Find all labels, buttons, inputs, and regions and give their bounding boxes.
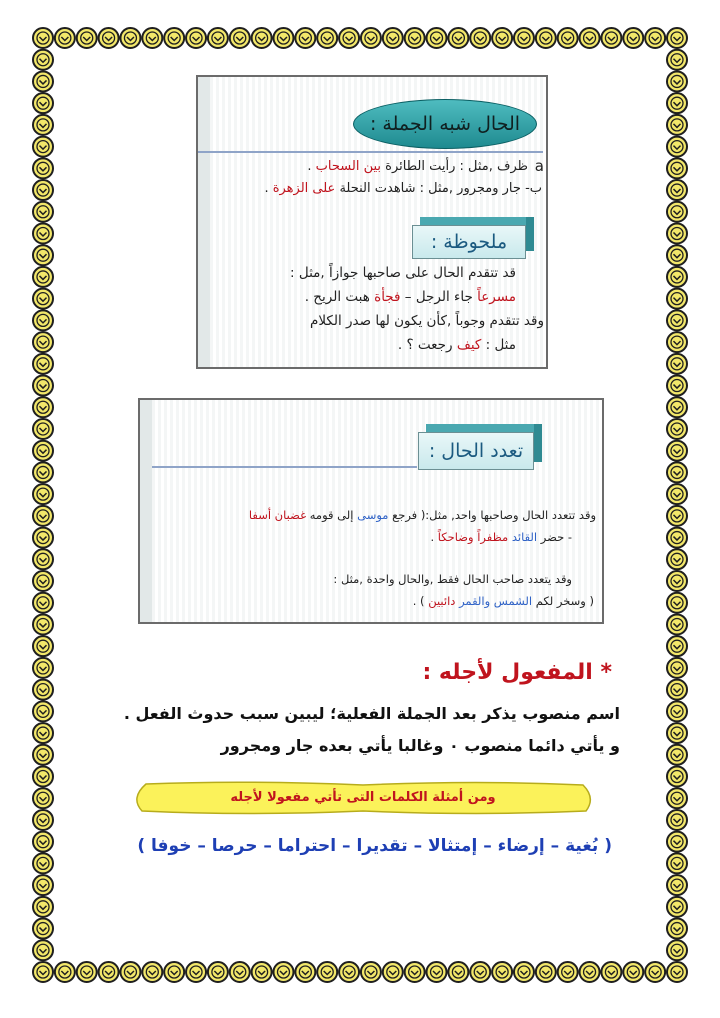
border-ring-icon bbox=[536, 962, 556, 982]
border-ring-icon bbox=[667, 28, 687, 48]
card-side-strip bbox=[140, 400, 152, 622]
card2-line2-end: . bbox=[430, 530, 438, 544]
border-ring-icon bbox=[667, 549, 687, 569]
border-ring-icon bbox=[667, 484, 687, 504]
border-ring-icon bbox=[448, 962, 468, 982]
border-ring-icon bbox=[33, 940, 53, 960]
border-ring-icon bbox=[667, 397, 687, 417]
border-ring-icon bbox=[33, 441, 53, 461]
border-ring-icon bbox=[667, 180, 687, 200]
border-ring-icon bbox=[77, 28, 97, 48]
border-ring-icon bbox=[667, 71, 687, 91]
border-ring-icon bbox=[667, 745, 687, 765]
border-ring-icon bbox=[33, 202, 53, 222]
note-line2-end: هبت الريح . bbox=[304, 289, 375, 305]
border-ring-icon bbox=[33, 680, 53, 700]
border-ring-icon bbox=[667, 571, 687, 591]
examples-banner-label: ومن أمثلة الكلمات التى تأتي مفعولا لأجله bbox=[230, 790, 496, 805]
border-ring-icon bbox=[33, 332, 53, 352]
border-ring-icon bbox=[317, 962, 337, 982]
border-ring-icon bbox=[33, 832, 53, 852]
border-ring-icon bbox=[55, 962, 75, 982]
border-ring-icon bbox=[601, 962, 621, 982]
note-cube bbox=[412, 217, 534, 259]
border-ring-icon bbox=[492, 28, 512, 48]
card1-line2-red: على الزهرة bbox=[272, 181, 336, 196]
border-ring-icon bbox=[667, 723, 687, 743]
border-ring-icon bbox=[208, 28, 228, 48]
border-ring-icon bbox=[536, 28, 556, 48]
border-ring-icon bbox=[33, 180, 53, 200]
border-ring-icon bbox=[33, 853, 53, 873]
border-ring-icon bbox=[448, 28, 468, 48]
card1-line2 bbox=[264, 181, 542, 196]
note-line4 bbox=[398, 337, 516, 353]
examples-list: ( بُغية – إرضاء – إمتثالا – تقديرا – احتراما – حرصا – خوفا ) bbox=[137, 836, 612, 856]
border-ring-icon bbox=[295, 28, 315, 48]
border-ring-icon bbox=[33, 71, 53, 91]
border-ring-icon bbox=[33, 158, 53, 178]
border-ring-icon bbox=[470, 28, 490, 48]
card-taaddud-al-hal bbox=[138, 398, 604, 624]
border-ring-icon bbox=[667, 832, 687, 852]
card2-line4-text: ( وسخر لكم bbox=[532, 594, 594, 608]
card2-line1-mid: إلى قومه bbox=[306, 508, 358, 522]
border-ring-icon bbox=[405, 28, 425, 48]
card2-divider bbox=[152, 466, 417, 468]
card2-line2-blue: القائد bbox=[511, 530, 538, 544]
border-ring-icon bbox=[33, 745, 53, 765]
border-ring-icon bbox=[33, 484, 53, 504]
border-ring-icon bbox=[667, 137, 687, 157]
border-ring-icon bbox=[667, 528, 687, 548]
border-ring-icon bbox=[33, 137, 53, 157]
border-ring-icon bbox=[492, 962, 512, 982]
cube-top bbox=[426, 424, 542, 432]
border-ring-icon bbox=[623, 28, 643, 48]
border-ring-icon bbox=[667, 441, 687, 461]
border-ring-icon bbox=[667, 93, 687, 113]
border-ring-icon bbox=[33, 289, 53, 309]
border-ring-icon bbox=[667, 767, 687, 787]
border-ring-icon bbox=[99, 962, 119, 982]
card1-line2-text: ب- جار ومجرور ,مثل : شاهدت النحلة bbox=[335, 181, 542, 196]
border-ring-icon bbox=[667, 376, 687, 396]
border-ring-icon bbox=[295, 962, 315, 982]
border-ring-icon bbox=[339, 28, 359, 48]
border-ring-icon bbox=[667, 593, 687, 613]
border-ring-icon bbox=[667, 245, 687, 265]
border-ring-icon bbox=[601, 28, 621, 48]
card1-line1-red: بين السحاب bbox=[315, 159, 382, 174]
note-line2-red1: مسرعاً bbox=[477, 289, 516, 305]
border-ring-icon bbox=[667, 940, 687, 960]
card2-line3: وقد يتعدد صاحب الحال فقط ,والحال واحدة ,مثل : bbox=[333, 572, 572, 586]
cube-side bbox=[526, 217, 534, 251]
border-ring-icon bbox=[120, 962, 140, 982]
border-ring-icon bbox=[667, 506, 687, 526]
border-ring-icon bbox=[33, 549, 53, 569]
border-ring-icon bbox=[645, 962, 665, 982]
card2-line1-red: غضبان أسفا bbox=[248, 508, 307, 522]
border-ring-icon bbox=[230, 962, 250, 982]
border-ring-icon bbox=[33, 354, 53, 374]
card-hal-shibh-jumla bbox=[196, 75, 548, 369]
border-ring-icon bbox=[142, 28, 162, 48]
border-ring-icon bbox=[667, 875, 687, 895]
border-ring-icon bbox=[667, 614, 687, 634]
border-ring-icon bbox=[317, 28, 337, 48]
note-line2-mid: جاء الرجل – bbox=[400, 289, 478, 305]
definition-line: اسم منصوب يذكر بعد الجملة الفعلية؛ ليبين سبب حدوث الفعل . bbox=[123, 704, 620, 723]
border-ring-icon bbox=[120, 28, 140, 48]
border-ring-icon bbox=[33, 658, 53, 678]
card2-line4-blue: الشمس والقمر bbox=[459, 594, 533, 608]
note-line2-red2: فجأة bbox=[374, 289, 401, 305]
border-ring-icon bbox=[667, 354, 687, 374]
border-ring-icon bbox=[558, 962, 578, 982]
border-ring-icon bbox=[580, 28, 600, 48]
border-ring-icon bbox=[33, 267, 53, 287]
border-ring-icon bbox=[33, 462, 53, 482]
card1-divider bbox=[198, 151, 543, 153]
border-ring-icon bbox=[667, 115, 687, 135]
border-ring-icon bbox=[33, 810, 53, 830]
border-ring-icon bbox=[667, 332, 687, 352]
border-ring-icon bbox=[33, 875, 53, 895]
border-ring-icon bbox=[252, 28, 272, 48]
border-ring-icon bbox=[33, 701, 53, 721]
border-ring-icon bbox=[667, 701, 687, 721]
border-ring-icon bbox=[273, 28, 293, 48]
border-ring-icon bbox=[558, 28, 578, 48]
border-ring-icon bbox=[667, 658, 687, 678]
border-ring-icon bbox=[164, 962, 184, 982]
border-ring-icon bbox=[383, 28, 403, 48]
border-ring-icon bbox=[33, 223, 53, 243]
border-ring-icon bbox=[33, 419, 53, 439]
border-ring-icon bbox=[33, 897, 53, 917]
border-ring-icon bbox=[470, 962, 490, 982]
border-ring-icon bbox=[33, 571, 53, 591]
border-ring-icon bbox=[252, 962, 272, 982]
border-ring-icon bbox=[361, 28, 381, 48]
note-title: ملحوظة : bbox=[412, 225, 526, 259]
note-line3: وقد تتقدم وجوباً ,كأن يكون لها صدر الكلام bbox=[309, 313, 544, 329]
border-ring-icon bbox=[667, 788, 687, 808]
border-ring-icon bbox=[667, 853, 687, 873]
card2-line1-text: وقد تتعدد الحال وصاحبها واحد, مثل:( فرجع bbox=[388, 508, 596, 522]
rule-line: و يأتي دائما منصوب ٠ وغالبا يأتي بعده جار ومجرور bbox=[220, 736, 620, 755]
border-ring-icon bbox=[514, 28, 534, 48]
card2-line2 bbox=[430, 530, 572, 544]
border-ring-icon bbox=[99, 28, 119, 48]
card1-line1 bbox=[307, 159, 528, 174]
card2-line2-red: مظفراً وضاحكاً bbox=[437, 530, 509, 544]
border-ring-icon bbox=[230, 28, 250, 48]
border-ring-icon bbox=[142, 962, 162, 982]
border-ring-icon bbox=[33, 528, 53, 548]
card2-line1-blue: موسى bbox=[357, 508, 389, 522]
border-ring-icon bbox=[667, 462, 687, 482]
border-ring-icon bbox=[77, 962, 97, 982]
border-ring-icon bbox=[55, 28, 75, 48]
border-ring-icon bbox=[667, 636, 687, 656]
heading-text: المفعول لأجله : bbox=[422, 660, 593, 685]
border-ring-icon bbox=[427, 28, 447, 48]
card1-title: الحال شبه الجملة : bbox=[353, 99, 537, 149]
border-ring-icon bbox=[33, 245, 53, 265]
border-ring-icon bbox=[33, 919, 53, 939]
cube-top bbox=[420, 217, 534, 225]
border-ring-icon bbox=[33, 767, 53, 787]
cube-side bbox=[534, 424, 542, 462]
border-ring-icon bbox=[667, 310, 687, 330]
border-ring-icon bbox=[361, 962, 381, 982]
border-ring-icon bbox=[33, 376, 53, 396]
border-ring-icon bbox=[667, 223, 687, 243]
border-ring-icon bbox=[33, 614, 53, 634]
section-heading bbox=[422, 660, 612, 685]
border-ring-icon bbox=[164, 28, 184, 48]
border-ring-icon bbox=[667, 680, 687, 700]
border-ring-icon bbox=[667, 158, 687, 178]
note-line4-text: مثل : bbox=[481, 337, 516, 353]
card2-title-cube bbox=[418, 424, 542, 470]
card-side-strip bbox=[198, 77, 210, 367]
border-ring-icon bbox=[667, 419, 687, 439]
border-ring-icon bbox=[667, 962, 687, 982]
border-ring-icon bbox=[667, 897, 687, 917]
border-ring-icon bbox=[273, 962, 293, 982]
border-ring-icon bbox=[339, 962, 359, 982]
card2-line4-end: ) . bbox=[412, 594, 429, 608]
border-ring-icon bbox=[580, 962, 600, 982]
card2-line2-text: - حضر bbox=[537, 530, 572, 544]
border-ring-icon bbox=[33, 50, 53, 70]
card1-line1-marker: a bbox=[534, 157, 544, 175]
border-ring-icon bbox=[33, 723, 53, 743]
note-line2 bbox=[305, 289, 516, 305]
card2-line4 bbox=[413, 594, 594, 608]
border-ring-icon bbox=[427, 962, 447, 982]
border-ring-icon bbox=[514, 962, 534, 982]
card2-title: تعدد الحال : bbox=[418, 432, 534, 470]
border-ring-icon bbox=[33, 115, 53, 135]
card1-line1-text: ظرف ,مثل : رأيت الطائرة bbox=[381, 159, 528, 174]
border-ring-icon bbox=[667, 289, 687, 309]
note-line4-end: رجعت ؟ . bbox=[397, 337, 457, 353]
border-ring-icon bbox=[33, 788, 53, 808]
border-ring-icon bbox=[33, 397, 53, 417]
border-ring-icon bbox=[667, 202, 687, 222]
border-ring-icon bbox=[208, 962, 228, 982]
card2-line1 bbox=[249, 508, 596, 522]
card1-line1-end: . bbox=[307, 159, 316, 174]
border-ring-icon bbox=[33, 593, 53, 613]
border-ring-icon bbox=[33, 636, 53, 656]
border-ring-icon bbox=[667, 919, 687, 939]
heading-star: * bbox=[592, 660, 612, 685]
border-ring-icon bbox=[33, 310, 53, 330]
border-ring-icon bbox=[667, 810, 687, 830]
note-line1: قد تتقدم الحال على صاحبها جوازاً ,مثل : bbox=[290, 265, 516, 281]
border-ring-icon bbox=[186, 28, 206, 48]
border-ring-icon bbox=[667, 50, 687, 70]
border-ring-icon bbox=[33, 506, 53, 526]
border-ring-icon bbox=[667, 267, 687, 287]
border-ring-icon bbox=[645, 28, 665, 48]
border-ring-icon bbox=[405, 962, 425, 982]
border-ring-icon bbox=[33, 962, 53, 982]
border-ring-icon bbox=[383, 962, 403, 982]
border-ring-icon bbox=[186, 962, 206, 982]
card1-line2-end: . bbox=[264, 181, 273, 196]
note-line4-red: كيف bbox=[456, 337, 482, 353]
border-ring-icon bbox=[33, 93, 53, 113]
border-ring-icon bbox=[33, 28, 53, 48]
border-ring-icon bbox=[623, 962, 643, 982]
card2-line4-red: دائبين bbox=[428, 594, 456, 608]
